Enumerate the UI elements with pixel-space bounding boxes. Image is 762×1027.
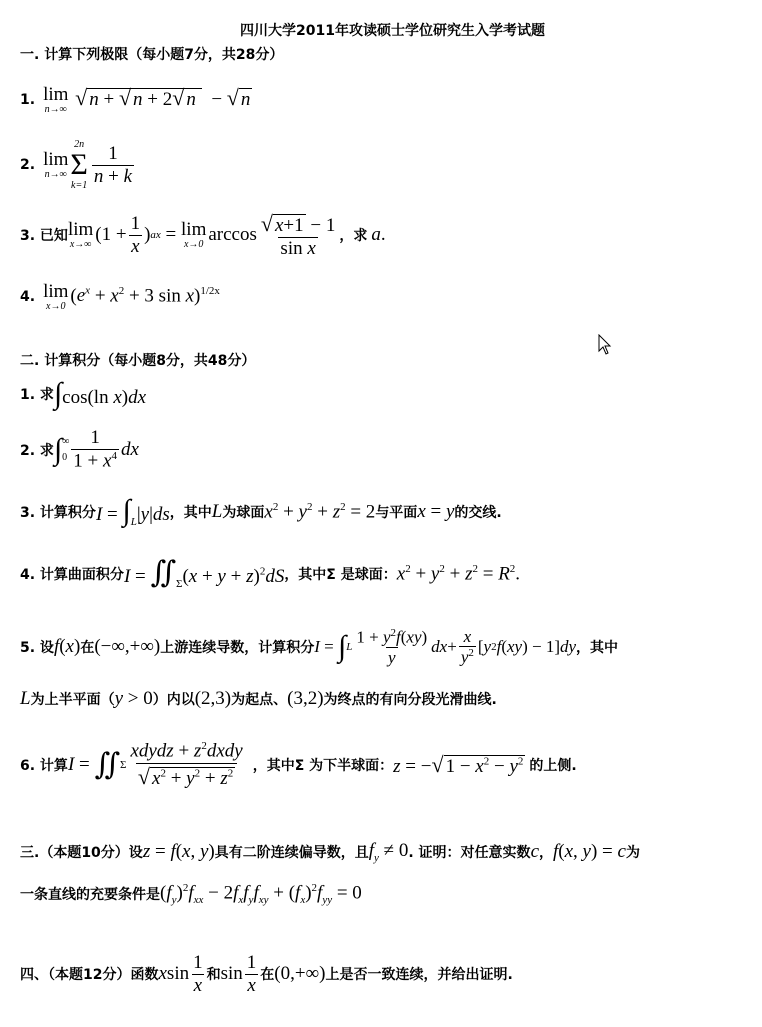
s2-q5-cond: y > 0 [114,688,153,709]
s2-q5-start: (2,3) [194,688,232,709]
s2-q4-sphere: $x^2 + y^2 + z^2 = R^2$. [396,562,521,585]
s1-q3 [20,208,386,262]
s2-q5-line2b: ）内以 [152,692,195,708]
s2-q5-end: ，其中 [576,640,619,656]
s1-q3-formula: lim x→∞ (1 + $\frac{1}{x}$ ) ax = lim x→0 arccos $\frac{√ x+1 - 1}{\text{sin x}}$ [67,210,336,259]
s4-d: 上是否一致连续，并给出证明. [325,967,513,983]
s3-cond: $f_y \ne 0$ [368,840,409,864]
s3-func: z = f(x, y) [142,841,215,862]
s2-q2-formula: ∫ ∞ 0 $\frac{1}{1 + x^4}$ dx [53,427,139,472]
s2-q5-endpt: (3,2) [287,688,324,709]
s2-q3-mid3: 与平面 [375,505,418,521]
s4-f2: sin $\frac{1}{x}$ [220,951,257,996]
s2-q1 [20,376,146,412]
s2-q5-formula: I = ∫ L $\frac{1 + y^2f(xy)}{y}$ dx + $\frac{x}{y^2}$ [ y 2 f ( xy ) − 1] dy [314,626,577,667]
s2-q5-line2d: 为终点的有向分段光滑曲线. [323,692,497,708]
s4-a: 四、（本题12分）函数 [20,967,159,983]
s2-q6-label: 6. 计算 [20,758,68,774]
s2-q3-end: 的交线. [454,505,502,521]
s1-q2-formula: lim n→∞ 2n Σ k=1 $\frac{1}{n + k}$ [43,139,133,191]
s1-q3-label: 3. 已知 [20,228,68,244]
s1-q3-tail: ，求 [339,228,368,244]
s2-q3-sphere: $x^2 + y^2 + z^2 = 2$ [264,500,376,523]
s2-q3-formula: $I = \int_L|y|ds$ [95,494,170,528]
s4-line [20,946,513,1002]
s2-q3-mid2: 为球面 [222,505,265,521]
s4-b: 和 [206,967,221,983]
s2-q1-label: 1. 求 [20,387,54,403]
s3-e: 为 [625,845,640,861]
s2-q5-line2c: 为起点、 [231,692,288,708]
s2-q5-mid2: 上游连续导数，计算积分 [160,640,315,656]
s2-q5 [20,618,618,676]
s1-q2 [20,138,136,192]
s2-q6-mid: ，其中Σ 为下半球面： [252,758,394,774]
section-2-heading: 二. 计算积分（每小题8分，共48分） [20,353,256,369]
s2-q5-label: 5. 设 [20,640,54,656]
s2-q3-plane: x = y [417,501,455,522]
s2-q5-mid: 在 [80,640,95,656]
s1-q2-label: 2. [20,157,36,173]
s2-q5-L: L [20,688,31,709]
s3-a: 三.（本题10分）设 [20,845,143,861]
s1-q1 [20,78,252,122]
s1-q4-formula: lim x→0 ($e^x + x^2 + 3$ sin x)$^{1/2x}$ [43,281,220,312]
s1-q1-formula: lim n→∞ √ n + √ n + 2√ n − √ n [43,84,251,116]
s2-q5-line2a: 为上半平面（ [30,692,115,708]
s2-q6-end: 的上侧. [529,758,577,774]
s1-q4 [20,272,220,322]
s2-q4-formula: $I = ∬_\Sigma(x + y + z)^2dS$ [123,556,285,590]
s3-c: . 证明：对任意实数 [408,845,531,861]
s2-q3-L: L [211,501,223,522]
s1-q1-label: 1. [20,92,36,108]
s3-level: f(x, y) = c [553,841,626,862]
mouse-pointer-icon [598,334,612,356]
s4-interval: (0,+∞) [274,963,326,984]
s2-q3-label: 3. 计算积分 [20,505,96,521]
s1-q3-var: a [371,224,381,245]
s1-q3-end: . [380,224,386,245]
s3-line2 [20,878,362,910]
s1-q4-label: 4. [20,289,36,305]
s3-line2-text: 一条直线的充要条件是 [20,887,160,903]
s2-q3-mid: ，其中 [169,505,212,521]
s3-d: ， [539,845,553,861]
s3-equation: $(f_y)^2f_{xx} - 2f_xf_yf_{xy} + (f_x)^2f_{yy} = 0$ [160,881,362,907]
s3-line1 [20,836,640,868]
page-title: 四川大学2011年攻读硕士学位研究生入学考试题 [240,23,545,39]
s2-q5-interval: (−∞,+∞) [94,636,161,657]
s2-q6 [20,734,577,796]
s2-q4 [20,552,520,596]
s2-q6-formula: I = ∬ Σ $\frac{xdydz + z^2dxdy}{√ x^2 + y^2 + z^2}$ [67,740,243,789]
s4-c: 在 [260,967,275,983]
s2-q5-f: f(x) [53,636,81,657]
s2-q1-formula: ∫cos(ln x)dx [53,377,147,410]
section-1-heading: 一. 计算下列极限（每小题7分，共28分） [20,47,284,63]
s2-q6-surface: z = −√ $1 - x^2 - y^2$ [393,752,524,777]
s2-q3 [20,490,502,534]
s3-b: 具有二阶连续偏导数，且 [214,845,369,861]
s2-q2 [20,424,139,476]
s2-q5-line2 [20,684,497,714]
s2-q4-label: 4. 计算曲面积分 [20,567,124,583]
s2-q2-label: 2. 求 [20,443,54,459]
s4-f1: x sin $\frac{1}{x}$ [158,951,203,996]
s2-q4-mid: ，其中Σ 是球面： [284,567,397,583]
s3-var-c: c [530,841,539,862]
